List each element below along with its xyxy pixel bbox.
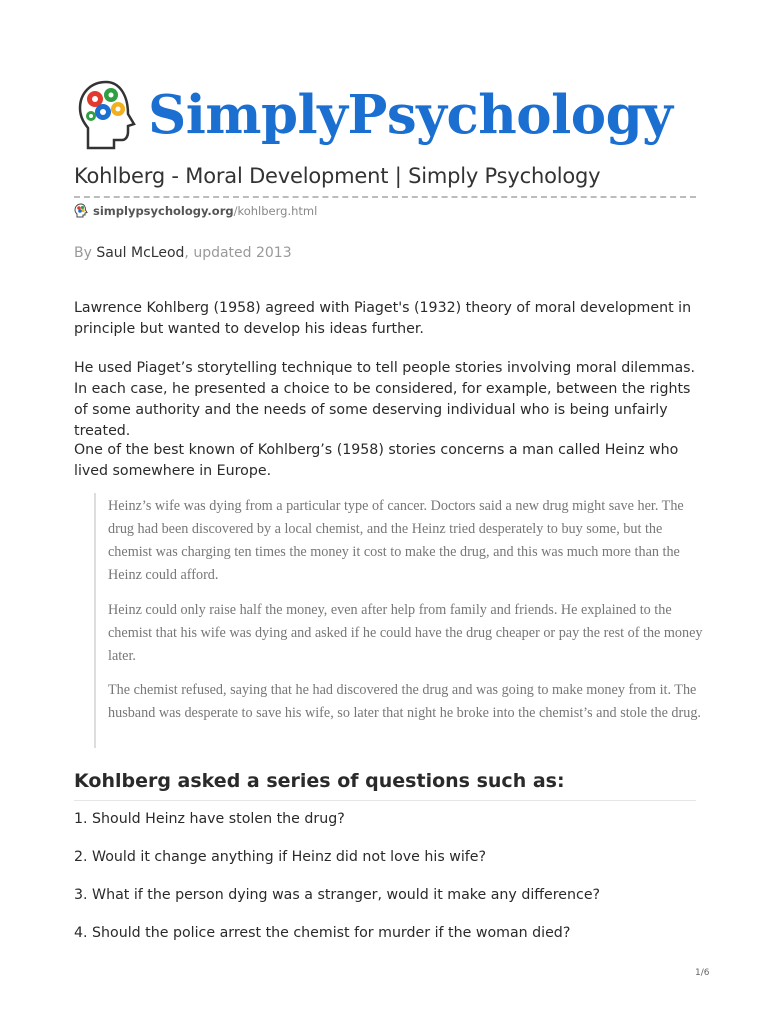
quote-paragraph-2: Heinz could only raise half the money, even after help from family and friends. He explained to the chemist that his wife was dying and asked if he could have the drug cheaper or pay the rest of the money later.: [108, 602, 703, 664]
wordmark-simply: Simply: [148, 83, 348, 146]
heinz-blockquote: [94, 493, 703, 748]
section-heading: Kohlberg asked a series of questions such as:: [74, 770, 565, 792]
brain-gears-head-icon: [76, 78, 142, 152]
question-item-2: 2. Would it change anything if Heinz did not love his wife?: [74, 849, 487, 865]
heading-divider: [74, 800, 696, 801]
page-title: Kohlberg - Moral Development | Simply Psychology: [74, 164, 601, 188]
title-divider: [74, 196, 696, 198]
wordmark-psychology: Psychology: [347, 83, 673, 146]
simplypsychology-favicon-icon: [74, 203, 89, 218]
question-item-3: 3. What if the person dying was a stranger, would it make any difference?: [74, 887, 601, 903]
site-logo[interactable]: [76, 78, 672, 152]
question-item-1: 1. Should Heinz have stolen the drug?: [74, 811, 345, 827]
body-paragraph-2: He used Piaget’s storytelling technique to tell people stories involving moral dilemmas. In each case, he presented a choice to be considered, for example, between the rights of some authority and the needs of some deserving individual who is being unfairly treated.: [74, 360, 696, 439]
body-paragraph-1: Lawrence Kohlberg (1958) agreed with Piaget's (1932) theory of moral development in principle but wanted to develop his ideas further.: [74, 300, 692, 337]
author-link[interactable]: Saul McLeod: [96, 245, 185, 261]
byline-prefix: By: [74, 245, 97, 261]
body-paragraph-3: One of the best known of Kohlberg’s (1958) stories concerns a man called Heinz who lived somewhere in Europe.: [74, 442, 679, 479]
quote-paragraph-3: The chemist refused, saying that he had discovered the drug and was going to make money from it. The husband was desperate to save his wife, so later that night he broke into the chemist’s and stole the drug.: [108, 682, 701, 721]
source-link[interactable]: [74, 203, 317, 218]
site-wordmark: [148, 83, 673, 146]
source-domain: simplypsychology.org: [93, 203, 234, 218]
byline: [74, 245, 292, 261]
source-path: /kohlberg.html: [233, 203, 318, 218]
quote-paragraph-1: Heinz’s wife was dying from a particular type of cancer. Doctors said a new drug might save her. The drug had been discovered by a local chemist, and the Heinz tried desperately to buy some, but the chemist was charging ten times the money it cost to make the drug, and this was much more than the Heinz could afford.: [108, 498, 684, 583]
byline-updated: , updated 2013: [184, 245, 292, 261]
page-number: 1/6: [695, 968, 710, 978]
question-item-4: 4. Should the police arrest the chemist for murder if the woman died?: [74, 925, 571, 941]
